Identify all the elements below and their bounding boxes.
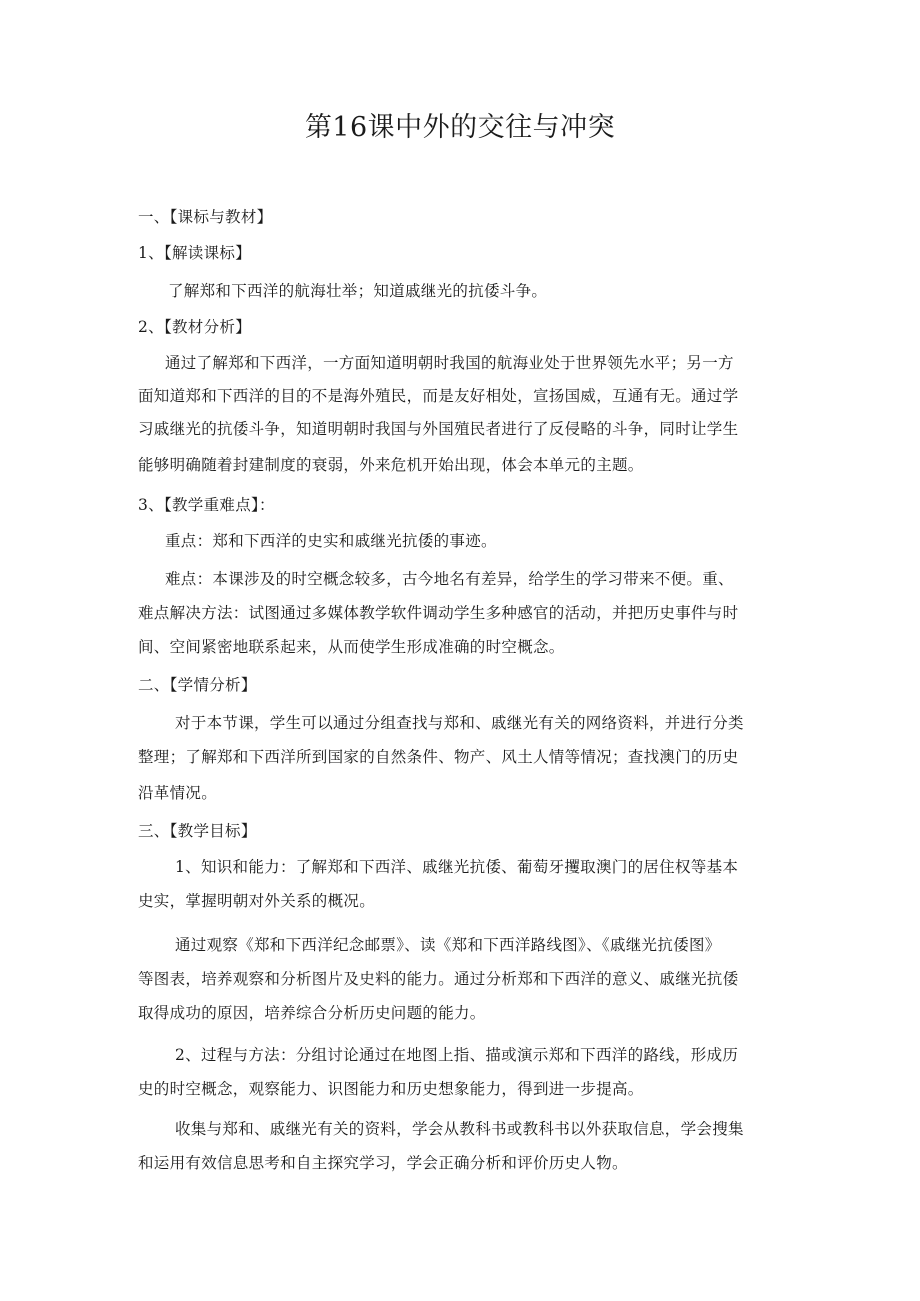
paragraph-line: 整理；了解郑和下西洋所到国家的自然条件、物产、风土人情等情况；查找澳门的历史 xyxy=(138,748,739,766)
paragraph-line: 2、过程与方法：分组讨论通过在地图上指、描或演示郑和下西洋的路线，形成历 xyxy=(175,1046,739,1064)
paragraph-line: 收集与郑和、戚继光有关的资料，学会从教科书或教科书以外获取信息，学会搜集 xyxy=(175,1120,744,1138)
subsection-heading-1-2: 2、【教材分析】 xyxy=(138,318,252,336)
paragraph-line: 重点：郑和下西洋的史实和戚继光抗倭的事迹。 xyxy=(165,532,497,550)
paragraph-line: 了解郑和下西洋的航海壮举；知道戚继光的抗倭斗争。 xyxy=(168,282,548,300)
paragraph-line: 1、知识和能力：了解郑和下西洋、戚继光抗倭、葡萄牙攫取澳门的居住权等基本 xyxy=(175,858,739,876)
document-title: 第16课中外的交往与冲突 xyxy=(304,112,616,143)
paragraph-line: 等图表，培养观察和分析图片及史料的能力。通过分析郑和下西洋的意义、戚继光抗倭 xyxy=(138,970,739,988)
paragraph-line: 难点：本课涉及的时空概念较多，古今地名有差异，给学生的学习带来不便。重、 xyxy=(165,570,734,588)
paragraph-line: 间、空间紧密地联系起来，从而使学生形成准确的时空概念。 xyxy=(138,638,565,656)
paragraph-line: 史的时空概念，观察能力、识图能力和历史想象能力，得到进一步提高。 xyxy=(138,1080,644,1098)
paragraph-line: 对于本节课，学生可以通过分组查找与郑和、戚继光有关的网络资料，并进行分类 xyxy=(175,714,744,732)
paragraph-line: 史实，掌握明朝对外关系的概况。 xyxy=(138,892,376,910)
paragraph-line: 面知道郑和下西洋的目的不是海外殖民，而是友好相处，宣扬国威，互通有无。通过学 xyxy=(138,387,739,405)
paragraph-line: 通过观察《郑和下西洋纪念邮票》、读《郑和下西洋路线图》、《戚继光抗倭图》 xyxy=(175,936,721,954)
paragraph-line: 习戚继光的抗倭斗争，知道明朝时我国与外国殖民者进行了反侵略的斗争，同时让学生 xyxy=(138,420,739,438)
subsection-heading-1-3: 3、【教学重难点】： xyxy=(138,496,275,514)
section-heading-1: 一、【课标与教材】 xyxy=(138,208,273,226)
paragraph-line: 和运用有效信息思考和自主探究学习，学会正确分析和评价历史人物。 xyxy=(138,1154,628,1172)
paragraph-line: 沿革情况。 xyxy=(138,784,218,802)
section-heading-3: 三、【教学目标】 xyxy=(138,822,257,840)
section-heading-2: 二、【学情分析】 xyxy=(138,676,257,694)
paragraph-line: 通过了解郑和下西洋，一方面知道明朝时我国的航海业处于世界领先水平；另一方 xyxy=(165,354,734,372)
paragraph-line: 取得成功的原因，培养综合分析历史问题的能力。 xyxy=(138,1004,486,1022)
paragraph-line: 能够明确随着封建制度的衰弱，外来危机开始出现，体会本单元的主题。 xyxy=(138,456,644,474)
paragraph-line: 难点解决方法：试图通过多媒体教学软件调动学生多种感官的活动，并把历史事件与时 xyxy=(138,604,739,622)
subsection-heading-1-1: 1、【解读课标】 xyxy=(138,244,252,262)
